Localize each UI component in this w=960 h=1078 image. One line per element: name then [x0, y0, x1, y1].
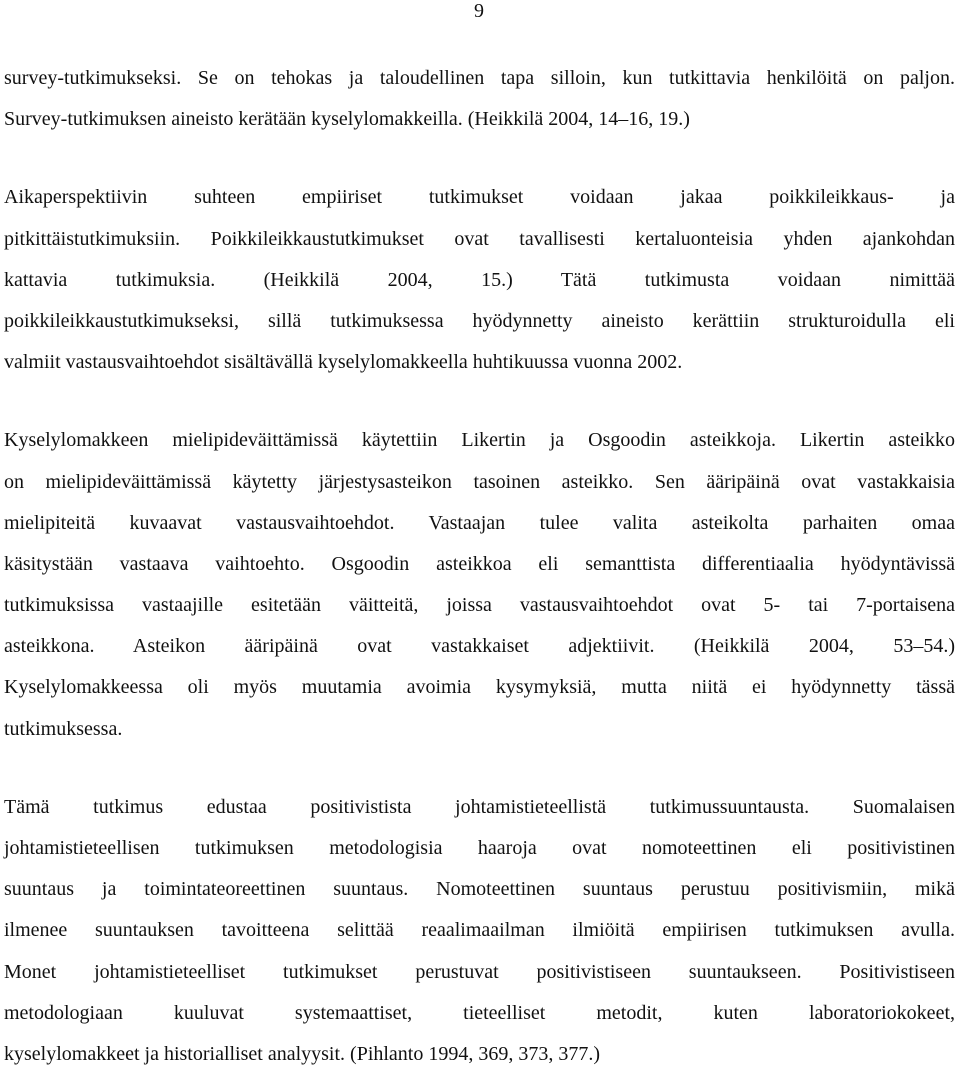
text-line: Monet johtamistieteelliset tutkimukset perustuvat positivistiseen suuntaukseen. Positivistiseen — [4, 960, 955, 983]
text-line: on mielipideväittämissä käytetty järjestysasteikon tasoinen asteikko. Sen ääripäinä ovat vastakkaisia — [4, 470, 955, 493]
paragraph — [4, 420, 955, 750]
text-line: suuntaus ja toimintateoreettinen suuntaus. Nomoteettinen suuntaus perustuu positivismiin, mikä — [4, 878, 955, 901]
text-line: käsitystään vastaava vaihtoehto. Osgoodin asteikkoa eli semanttista differentiaalia hyödyntävissä — [4, 552, 955, 575]
text-line: ilmenee suuntauksen tavoitteena selittää reaalimaailman ilmiöitä empiirisen tutkimuksen avulla. — [4, 919, 955, 942]
text-line: asteikkona. Asteikon ääripäinä ovat vastakkaiset adjektiivit. (Heikkilä 2004, 53–54.) — [4, 635, 955, 658]
text-line: tutkimuksessa. — [4, 717, 123, 740]
paragraph — [4, 177, 955, 383]
text-line: survey-tutkimukseksi. Se on tehokas ja taloudellinen tapa silloin, kun tutkittavia henkilöitä on paljon. — [4, 67, 955, 89]
body-text — [4, 58, 955, 1075]
text-line: Survey-tutkimuksen aineisto kerätään kyselylomakkeilla. (Heikkilä 2004, 14–16, 19.) — [4, 108, 690, 131]
text-line: Kyselylomakkeessa oli myös muutamia avoimia kysymyksiä, mutta niitä ei hyödynnetty tässä — [4, 676, 955, 699]
text-line: Aikaperspektiivin suhteen empiiriset tutkimukset voidaan jakaa poikkileikkaus- ja — [4, 186, 955, 209]
text-line: valmiit vastausvaihtoehdot sisältävällä kyselylomakkeella huhtikuussa vuonna 2002. — [4, 351, 683, 374]
text-line: mielipiteitä kuvaavat vastausvaihtoehdot. Vastaajan tulee valita asteikolta parhaiten omaa — [4, 511, 955, 534]
page-number: 9 — [474, 0, 484, 22]
paragraph — [4, 787, 955, 1075]
text-line: pitkittäistutkimuksiin. Poikkileikkaustutkimukset ovat tavallisesti kertaluonteisia yhden ajankohdan — [4, 227, 955, 250]
text-line: tutkimuksissa vastaajille esitetään väitteitä, joissa vastausvaihtoehdot ovat 5- tai 7-portaisena — [4, 594, 955, 617]
text-line: metodologiaan kuuluvat systemaattiset, tieteelliset metodit, kuten laboratoriokokeet, — [4, 1001, 955, 1024]
text-line: johtamistieteellisen tutkimuksen metodologisia haaroja ovat nomoteettinen eli positivistinen — [4, 837, 955, 859]
text-line: Tämä tutkimus edustaa positivistista johtamistieteellistä tutkimussuuntausta. Suomalaisen — [4, 795, 955, 818]
text-line: kyselylomakkeet ja historialliset analyysit. (Pihlanto 1994, 369, 373, 377.) — [4, 1042, 601, 1065]
text-line: kattavia tutkimuksia. (Heikkilä 2004, 15.) Tätä tutkimusta voidaan nimittää — [4, 268, 955, 291]
text-line: Kyselylomakkeen mielipideväittämissä käytettiin Likertin ja Osgoodin asteikkoja. Likertin asteikko — [4, 429, 955, 452]
text-line: poikkileikkaustutkimukseksi, sillä tutkimuksessa hyödynnetty aineisto kerättiin strukturoidulla eli — [4, 309, 955, 332]
paragraph — [4, 58, 955, 140]
